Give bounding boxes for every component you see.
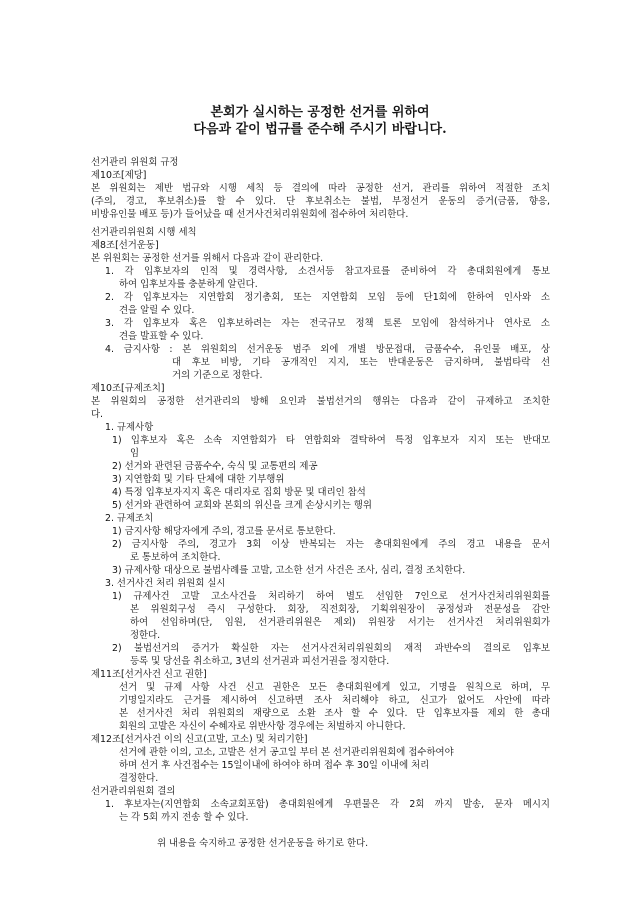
text-line: 견을 발표할 수 있다. bbox=[119, 331, 204, 342]
text-line: 위 내용을 숙지하고 공정한 선거운동을 하기로 한다. bbox=[157, 838, 369, 849]
text-line: 견을 알릴 수 있다. bbox=[119, 305, 195, 316]
text-line: 1. 후보자는(지연합회 소속교회포함) 총대회원에게 우편물은 각 2회 까지 발송, 문자 메시지 bbox=[105, 799, 550, 810]
text-line: 1) 금지사항 해당자에게 주의, 경고를 문서로 통보한다. bbox=[112, 526, 336, 537]
document-title-line-1: 본회가 실시하는 공정한 선거를 위하여 bbox=[210, 105, 430, 120]
text-line: 3. 각 입후보자 혹은 입후보하려는 자는 전국규모 정책 토론 모임에 참석하거나 연사로 소 bbox=[105, 318, 550, 329]
text-line: 2. 각 입후보자는 지연합회 정기총회, 또는 지연합회 모임 등에 단1회에 한하여 인사와 소 bbox=[105, 292, 550, 303]
text-line: 본 선거사건 처리 위원회의 재량으로 소환 조사 할 수 있다. 단 입후보자를 제외 한 총대 bbox=[119, 708, 550, 719]
text-line: 2) 금지사항 주의, 경고가 3회 이상 반복되는 자는 총대회원에게 주의 경고 내용을 문서 bbox=[112, 539, 550, 550]
text-line: 1) 입후보자 혹은 소속 지연합회가 타 연합회와 결탁하여 특정 입후보자 지지 또는 반대모 bbox=[112, 435, 550, 446]
text-line: 기명일지라도 근거를 제시하여 신고하면 조사 처리해야 하고, 신고가 없어도 사안에 따라 bbox=[119, 695, 550, 706]
text-line: 선거관리 위원회 규정 bbox=[91, 157, 179, 168]
text-line: 3. 선거사건 처리 위원회 실시 bbox=[105, 578, 226, 589]
text-line: 대 후보 비방, 기타 공개적인 지지, 또는 반대운동은 금지하며, 불법타락 선 bbox=[172, 357, 550, 368]
text-line: 제10조[제당] bbox=[91, 170, 147, 181]
text-line: 임 bbox=[130, 448, 140, 459]
text-line: 선거 및 규제 사항 사건 신고 권한은 모든 총대회원에게 있고, 기명을 원칙으로 하며, 무 bbox=[119, 682, 550, 693]
text-line: 본 위원회는 공정한 선거를 위해서 다음과 같이 관리한다. bbox=[91, 253, 324, 264]
text-line: 하여 입후보자를 충분하게 알린다. bbox=[119, 279, 258, 290]
text-line: 비방유인물 배포 등)가 들어났을 때 선거사건처리위원회에 접수하여 처리한다. bbox=[91, 209, 409, 220]
text-line: 로 통보하여 조치한다. bbox=[130, 552, 221, 563]
text-line: 하여 선임하며(단, 임원, 선거관리위원은 제외) 위원장 서기는 선거사건 처리위원회가 bbox=[130, 617, 550, 628]
text-line: 선거관리위원회 결의 bbox=[91, 786, 176, 797]
text-line: 제8조[선거운동] bbox=[91, 240, 159, 251]
text-line: 본 위원회는 제반 법규와 시행 세칙 등 결의에 따라 공정한 선거, 관리를 위하여 적절한 조치 bbox=[91, 183, 550, 194]
text-line: 제11조[선거사건 신고 권한] bbox=[91, 669, 207, 680]
text-line: (주의, 경고, 후보취소)를 할 수 있다. 단 후보취소는 불법, 부정선거 운동의 증거(금품, 향응, bbox=[91, 196, 550, 207]
text-line: 결정한다. bbox=[119, 773, 159, 784]
text-line: 제10조[규제조치] bbox=[91, 383, 165, 394]
text-line: 다. bbox=[91, 409, 104, 420]
text-line: 정한다. bbox=[130, 630, 161, 641]
text-line: 본 위원회의 공정한 선거관리의 방해 요인과 불법선거의 행위는 다음과 같이 규제하고 조치한 bbox=[91, 396, 550, 407]
text-line: 회원의 고발은 자신이 수혜자로 위반사항 경우에는 처벌하지 아니한다. bbox=[119, 721, 406, 732]
text-line: 는 각 5회 까지 전송 할 수 있다. bbox=[119, 812, 249, 823]
text-line: 2. 규제조치 bbox=[105, 513, 154, 524]
text-line: 1) 규제사건 고발 고소사건을 처리하기 하여 별도 선임한 7인으로 선거사건처리위원회를 bbox=[112, 591, 550, 602]
text-line: 하며 선거 후 사건접수는 15일이내에 하여야 하며 접수 후 30일 이내에 처리 bbox=[119, 760, 430, 771]
text-line: 제12조[선거사건 이의 신고(고발, 고소) 및 처리기한] bbox=[91, 734, 308, 745]
text-line: 4. 금지사항 : 본 위원회의 선거운동 범주 외에 개별 방문접대, 금품수수, 유인물 배포, 상 bbox=[105, 344, 550, 355]
text-line: 3) 규제사항 대상으로 불법사례를 고발, 고소한 선거 사건은 조사, 심리, 결정 조치한다. bbox=[112, 565, 466, 576]
text-line: 본 위원회구성 즉시 구성한다. 회장, 직전회장, 기획위원장이 공정성과 전문성을 감안 bbox=[130, 604, 550, 615]
document-title-line-2: 다음과 같이 법규를 준수해 주시기 바랍니다. bbox=[193, 122, 447, 137]
text-line: 4) 특정 입후보자지지 혹은 대리자로 집회 방문 및 대리인 참석 bbox=[112, 487, 366, 498]
text-line: 선거관리위원회 시행 세칙 bbox=[91, 227, 197, 238]
text-line: 1. 각 입후보자의 인적 및 경력사항, 소견서등 참고자료를 준비하여 각 총대회원에게 통보 bbox=[105, 266, 550, 277]
text-line: 거의 기준으로 정한다. bbox=[172, 370, 263, 381]
text-line: 2) 선거와 관련된 금품수수, 숙식 및 교통편의 제공 bbox=[112, 461, 318, 472]
text-line: 5) 선거와 관련하여 교회와 본회의 위신을 크게 손상시키는 행위 bbox=[112, 500, 372, 511]
text-line: 2) 불법선거의 증거가 확실한 자는 선거사건처리위원회의 재적 과반수의 결의로 입후보 bbox=[112, 643, 550, 654]
text-line: 3) 지연합회 및 기타 단체에 대한 기부행위 bbox=[112, 474, 285, 485]
text-line: 1. 규제사항 bbox=[105, 422, 154, 433]
text-line: 등록 및 당선을 취소하고, 3년의 선거권과 피선거권을 정지한다. bbox=[130, 656, 390, 667]
text-line: 선거에 관한 이의, 고소, 고발은 선거 공고일 부터 본 선거관리위원회에 접수하여야 bbox=[119, 747, 454, 758]
